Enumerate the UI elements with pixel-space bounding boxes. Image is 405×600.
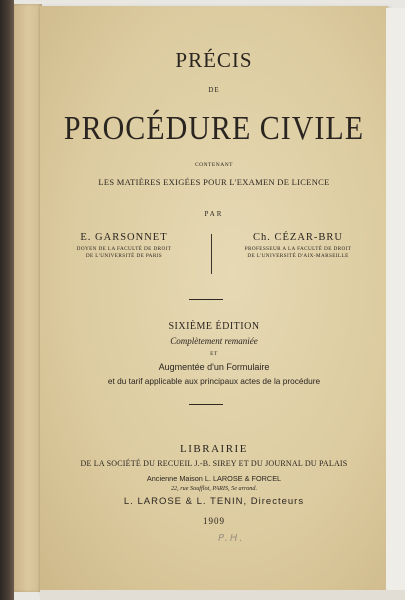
- publisher-directors: L. LAROSE & L. TENIN, Directeurs: [123, 496, 305, 507]
- main-title: PROCÉDURE CIVILE: [63, 109, 365, 147]
- book-spine: [0, 0, 14, 600]
- author-divider: [211, 234, 212, 274]
- author-role: DE L'UNIVERSITÉ D'AIX-MARSEILLE: [247, 253, 349, 259]
- author-role: DE L'UNIVERSITÉ DE PARIS: [85, 253, 163, 259]
- augmentee-line: Augmentée d'un Formulaire: [158, 362, 270, 372]
- page-edge: [14, 4, 42, 592]
- authors-block: [40, 232, 388, 282]
- title-precis: PRÉCIS: [175, 48, 253, 72]
- tarif-line: et du tarif applicable aux principaux actes de la procédure: [107, 376, 321, 386]
- publisher-societe: DE LA SOCIÉTÉ DU RECUEIL J.-B. SIREY ET DU JOURNAL DU PALAIS: [80, 459, 348, 468]
- et-label: ET: [210, 351, 218, 357]
- author-role: DOYEN DE LA FACULTÉ DE DROIT: [76, 246, 172, 252]
- edition-label: SIXIÈME ÉDITION: [168, 321, 260, 332]
- author-role: PROFESSEUR A LA FACULTÉ DE DROIT: [244, 246, 352, 252]
- author-name: Ch. CÉZAR-BRU: [252, 232, 343, 243]
- subtitle-matieres: LES MATIÈRES EXIGÉES POUR L'EXAMEN DE LICENCE: [98, 177, 330, 187]
- contenant-label: CONTENANT: [194, 162, 234, 168]
- publication-year: 1909: [203, 516, 225, 526]
- background-bottom: [40, 590, 405, 600]
- publisher-address: 22, rue Soufflot, PARIS, 5e arrond.: [170, 485, 258, 492]
- title-de: DE: [208, 86, 220, 94]
- edition-note: Complètement remaniée: [170, 336, 258, 346]
- separator-rule: [189, 299, 223, 300]
- author-cezar-bru: [214, 232, 382, 259]
- pencil-annotation: P.H.: [218, 533, 245, 544]
- publisher-librairie: LIBRAIRIE: [180, 443, 248, 455]
- separator-rule: [189, 404, 223, 405]
- par-label: PAR: [204, 210, 224, 218]
- author-name: E. GARSONNET: [80, 232, 168, 243]
- publisher-ancienne: Ancienne Maison L. LAROSE & FORCEL: [146, 474, 282, 483]
- background-right: [386, 8, 405, 592]
- author-garsonnet: [40, 232, 208, 259]
